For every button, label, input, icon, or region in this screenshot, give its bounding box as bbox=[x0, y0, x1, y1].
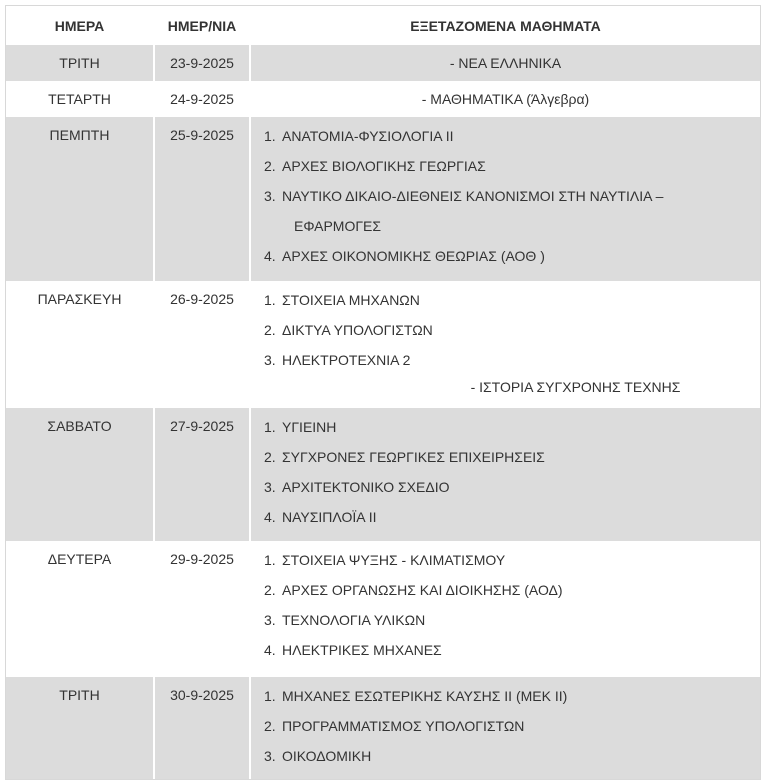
table-row bbox=[6, 408, 760, 541]
header-row bbox=[6, 6, 760, 45]
table-row bbox=[6, 45, 760, 81]
table-row bbox=[6, 677, 760, 779]
list-item: 3. ΤΕΧΝΟΛΟΓΙΑ ΥΛΙΚΩΝ bbox=[264, 612, 426, 628]
list-item: 3. ΗΛΕΚΤΡΟΤΕΧΝΙΑ 2 bbox=[264, 352, 411, 368]
list-item: 4. ΝΑΥΣΙΠΛΟΪΑ ΙΙ bbox=[264, 509, 377, 525]
table-row bbox=[6, 541, 760, 677]
list-item: 1. ΣΤΟΙΧΕΙΑ ΜΗΧΑΝΩΝ bbox=[264, 292, 420, 308]
row-day: ΠΕΜΠΤΗ bbox=[6, 117, 154, 281]
list-item: 2. ΠΡΟΓΡΑΜΜΑΤΙΣΜΟΣ ΥΠΟΛΟΓΙΣΤΩΝ bbox=[264, 718, 525, 734]
row-subject-list bbox=[250, 281, 760, 408]
row-day: ΤΕΤΑΡΤΗ bbox=[6, 81, 154, 117]
row-subject-list bbox=[250, 408, 760, 541]
row-subject-list bbox=[250, 541, 760, 677]
header-subjects: ΕΞΕΤΑΖΟΜΕΝΑ ΜΑΘΗΜΑΤΑ bbox=[250, 6, 760, 45]
list-item: 3. ΑΡΧΙΤΕΚΤΟΝΙΚΟ ΣΧΕΔΙΟ bbox=[264, 479, 450, 495]
row-date: 24-9-2025 bbox=[154, 81, 250, 117]
table-row bbox=[6, 81, 760, 117]
list-item: 2. ΑΡΧΕΣ ΒΙΟΛΟΓΙΚΗΣ ΓΕΩΡΓΙΑΣ bbox=[264, 158, 486, 174]
row-day: ΔΕΥΤΕΡΑ bbox=[6, 541, 154, 677]
list-item: 4. ΗΛΕΚΤΡΙΚΕΣ ΜΗΧΑΝΕΣ bbox=[264, 642, 442, 658]
row-date: 29-9-2025 bbox=[154, 541, 250, 677]
table-row bbox=[6, 281, 760, 408]
table-row bbox=[6, 117, 760, 281]
row-date: 25-9-2025 bbox=[154, 117, 250, 281]
row-subject-list bbox=[250, 117, 760, 281]
row-date: 30-9-2025 bbox=[154, 677, 250, 779]
row-day: ΤΡΙΤΗ bbox=[6, 677, 154, 779]
list-item: 3. ΝΑΥΤΙΚΟ ΔΙΚΑΙΟ-ΔΙΕΘΝΕΙΣ ΚΑΝΟΝΙΣΜΟΙ ΣΤΗ ΝΑΥΤΙΛΙΑ – ΕΦΑΡΜΟΓΕΣ bbox=[252, 181, 759, 241]
row-subject: - ΝΕΑ ΕΛΛΗΝΙΚΑ bbox=[250, 45, 760, 81]
row-day: ΤΡΙΤΗ bbox=[6, 45, 154, 81]
list-item: 1. ΑΝΑΤΟΜΙΑ-ΦΥΣΙΟΛΟΓΙΑ ΙΙ bbox=[264, 128, 454, 144]
row-subject-list bbox=[250, 677, 760, 779]
header-day: ΗΜΕΡΑ bbox=[6, 6, 154, 45]
row-date: 27-9-2025 bbox=[154, 408, 250, 541]
exam-schedule-table-wrapper bbox=[5, 5, 761, 780]
row-day: ΠΑΡΑΣΚΕΥΗ bbox=[6, 281, 154, 408]
row-subject: - ΜΑΘΗΜΑΤΙΚΑ (Άλγεβρα) bbox=[250, 81, 760, 117]
row-date: 26-9-2025 bbox=[154, 281, 250, 408]
row-date: 23-9-2025 bbox=[154, 45, 250, 81]
list-item: 2. ΑΡΧΕΣ ΟΡΓΑΝΩΣΗΣ ΚΑΙ ΔΙΟΙΚΗΣΗΣ (ΑΟΔ) bbox=[264, 582, 563, 598]
list-item: 3. ΟΙΚΟΔΟΜΙΚΗ bbox=[264, 748, 372, 764]
list-item: 4. ΑΡΧΕΣ ΟΙΚΟΝΟΜΙΚΗΣ ΘΕΩΡΙΑΣ (ΑΟΘ ) bbox=[264, 248, 545, 264]
row-day: ΣΑΒΒΑΤΟ bbox=[6, 408, 154, 541]
extra-subject: - ΙΣΤΟΡΙΑ ΣΥΓΧΡΟΝΗΣ ΤΕΧΝΗΣ bbox=[470, 379, 681, 395]
list-item-continuation: ΕΦΑΡΜΟΓΕΣ bbox=[294, 218, 382, 234]
list-item: 1. ΥΓΙΕΙΝΗ bbox=[264, 419, 337, 435]
exam-schedule-table bbox=[6, 6, 760, 779]
header-date: ΗΜΕΡ/ΝΙΑ bbox=[154, 6, 250, 45]
list-item: 2. ΣΥΓΧΡΟΝΕΣ ΓΕΩΡΓΙΚΕΣ ΕΠΙΧΕΙΡΗΣΕΙΣ bbox=[264, 449, 545, 465]
list-item: 1. ΣΤΟΙΧΕΙΑ ΨΥΞΗΣ - ΚΛΙΜΑΤΙΣΜΟΥ bbox=[264, 552, 506, 568]
list-item: 2. ΔΙΚΤΥΑ ΥΠΟΛΟΓΙΣΤΩΝ bbox=[264, 322, 433, 338]
list-item: 1. ΜΗΧΑΝΕΣ ΕΣΩΤΕΡΙΚΗΣ ΚΑΥΣΗΣ ΙΙ (ΜΕΚ ΙΙ) bbox=[264, 688, 568, 704]
